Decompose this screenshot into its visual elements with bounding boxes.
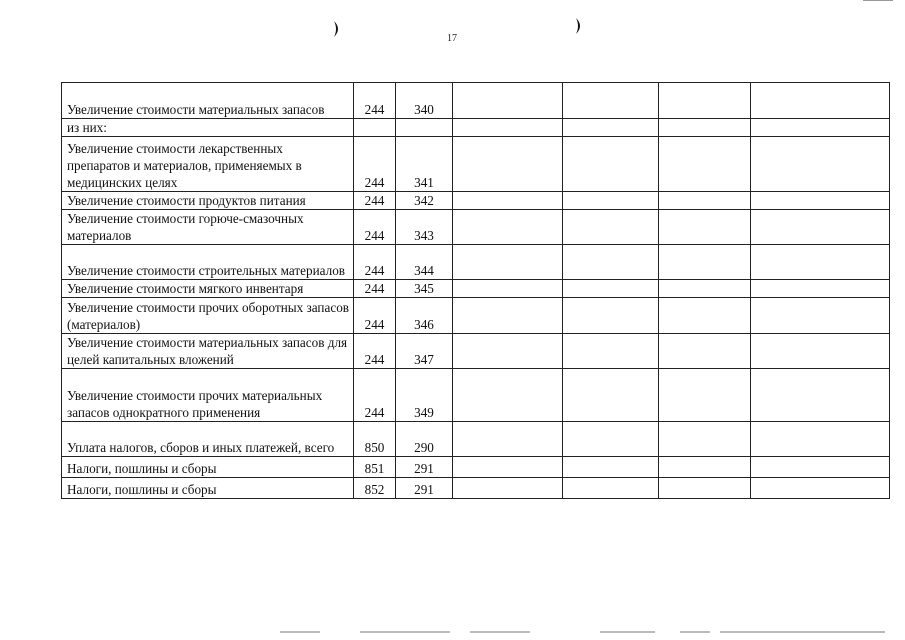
row-name-cell: Уплата налогов, сборов и иных платежей, всего xyxy=(62,422,354,457)
row-kvr-cell: 244 xyxy=(354,137,396,192)
row-name-cell: Увеличение стоимости лекарственных препаратов и материалов, применяемых в медицинских целях xyxy=(62,137,354,192)
row-name-cell: Налоги, пошлины и сборы xyxy=(62,457,354,478)
row-value-cell xyxy=(453,245,563,280)
row-value-cell xyxy=(751,245,890,280)
scan-artifact xyxy=(360,631,450,633)
table-row xyxy=(62,280,890,298)
table-row xyxy=(62,192,890,210)
binding-hole-mark-icon xyxy=(575,17,584,35)
table-row xyxy=(62,119,890,137)
row-value-cell xyxy=(563,137,659,192)
row-value-cell xyxy=(453,280,563,298)
row-name-cell: Увеличение стоимости мягкого инвентаря xyxy=(62,280,354,298)
row-kvr-cell: 244 xyxy=(354,192,396,210)
row-value-cell xyxy=(659,119,751,137)
row-value-cell xyxy=(751,192,890,210)
row-value-cell xyxy=(453,210,563,245)
scan-artifact xyxy=(720,631,885,633)
row-value-cell xyxy=(563,457,659,478)
row-value-cell xyxy=(563,192,659,210)
row-value-cell xyxy=(453,83,563,119)
row-kosgu-cell: 347 xyxy=(396,334,453,369)
row-kosgu-cell: 290 xyxy=(396,422,453,457)
row-value-cell xyxy=(453,334,563,369)
table-row xyxy=(62,137,890,192)
row-value-cell xyxy=(751,478,890,499)
row-kosgu-cell xyxy=(396,119,453,137)
row-value-cell xyxy=(453,369,563,422)
row-kvr-cell: 244 xyxy=(354,298,396,334)
row-kvr-cell: 850 xyxy=(354,422,396,457)
row-kosgu-cell: 340 xyxy=(396,83,453,119)
row-value-cell xyxy=(453,422,563,457)
row-name-cell: Увеличение стоимости прочих оборотных запасов (материалов) xyxy=(62,298,354,334)
row-value-cell xyxy=(453,457,563,478)
row-value-cell xyxy=(563,334,659,369)
row-value-cell xyxy=(659,457,751,478)
row-kvr-cell: 852 xyxy=(354,478,396,499)
row-kvr-cell: 244 xyxy=(354,369,396,422)
table-row xyxy=(62,334,890,369)
row-value-cell xyxy=(563,369,659,422)
row-value-cell xyxy=(659,280,751,298)
row-name-cell: Увеличение стоимости материальных запасов для целей капитальных вложений xyxy=(62,334,354,369)
row-name-cell: Увеличение стоимости прочих материальных запасов однократного применения xyxy=(62,369,354,422)
table-row xyxy=(62,245,890,280)
table-row xyxy=(62,422,890,457)
table-row xyxy=(62,369,890,422)
row-value-cell xyxy=(659,478,751,499)
scan-artifact xyxy=(600,631,655,633)
scan-artifact xyxy=(470,631,530,633)
row-value-cell xyxy=(751,334,890,369)
row-value-cell xyxy=(751,457,890,478)
row-value-cell xyxy=(751,369,890,422)
page-number: 17 xyxy=(447,33,457,44)
row-value-cell xyxy=(563,422,659,457)
row-value-cell xyxy=(751,422,890,457)
row-value-cell xyxy=(659,210,751,245)
row-value-cell xyxy=(563,245,659,280)
row-kosgu-cell: 343 xyxy=(396,210,453,245)
row-value-cell xyxy=(659,245,751,280)
row-value-cell xyxy=(751,280,890,298)
row-kvr-cell: 244 xyxy=(354,83,396,119)
budget-table xyxy=(61,82,890,499)
row-value-cell xyxy=(751,83,890,119)
row-value-cell xyxy=(751,119,890,137)
table-row xyxy=(62,83,890,119)
row-kvr-cell: 851 xyxy=(354,457,396,478)
row-value-cell xyxy=(659,83,751,119)
table-row xyxy=(62,457,890,478)
table-row xyxy=(62,210,890,245)
binding-hole-mark-icon xyxy=(333,20,342,38)
row-value-cell xyxy=(659,192,751,210)
row-value-cell xyxy=(563,280,659,298)
row-kosgu-cell: 349 xyxy=(396,369,453,422)
row-value-cell xyxy=(659,422,751,457)
row-name-cell: Налоги, пошлины и сборы xyxy=(62,478,354,499)
row-value-cell xyxy=(453,298,563,334)
scan-artifact xyxy=(680,631,710,633)
row-name-cell: Увеличение стоимости продуктов питания xyxy=(62,192,354,210)
table-row xyxy=(62,298,890,334)
row-kvr-cell: 244 xyxy=(354,245,396,280)
row-value-cell xyxy=(659,298,751,334)
row-value-cell xyxy=(453,137,563,192)
table-row xyxy=(62,478,890,499)
row-kosgu-cell: 344 xyxy=(396,245,453,280)
row-name-cell: Увеличение стоимости строительных материалов xyxy=(62,245,354,280)
row-kosgu-cell: 341 xyxy=(396,137,453,192)
row-value-cell xyxy=(751,137,890,192)
row-kosgu-cell: 291 xyxy=(396,457,453,478)
row-value-cell xyxy=(563,119,659,137)
scan-edge-line xyxy=(863,0,893,1)
row-value-cell xyxy=(453,478,563,499)
row-kosgu-cell: 345 xyxy=(396,280,453,298)
row-name-cell: из них: xyxy=(62,119,354,137)
row-kosgu-cell: 342 xyxy=(396,192,453,210)
row-name-cell: Увеличение стоимости материальных запасов xyxy=(62,83,354,119)
row-value-cell xyxy=(563,478,659,499)
row-value-cell xyxy=(659,334,751,369)
row-value-cell xyxy=(563,210,659,245)
row-value-cell xyxy=(751,210,890,245)
row-value-cell xyxy=(563,83,659,119)
row-value-cell xyxy=(659,137,751,192)
row-value-cell xyxy=(751,298,890,334)
row-kvr-cell: 244 xyxy=(354,334,396,369)
scan-artifact xyxy=(280,631,320,633)
row-value-cell xyxy=(659,369,751,422)
row-kvr-cell: 244 xyxy=(354,280,396,298)
row-kosgu-cell: 291 xyxy=(396,478,453,499)
row-kosgu-cell: 346 xyxy=(396,298,453,334)
row-kvr-cell: 244 xyxy=(354,210,396,245)
row-name-cell: Увеличение стоимости горюче-смазочных материалов xyxy=(62,210,354,245)
row-value-cell xyxy=(563,298,659,334)
row-value-cell xyxy=(453,119,563,137)
row-value-cell xyxy=(453,192,563,210)
row-kvr-cell xyxy=(354,119,396,137)
